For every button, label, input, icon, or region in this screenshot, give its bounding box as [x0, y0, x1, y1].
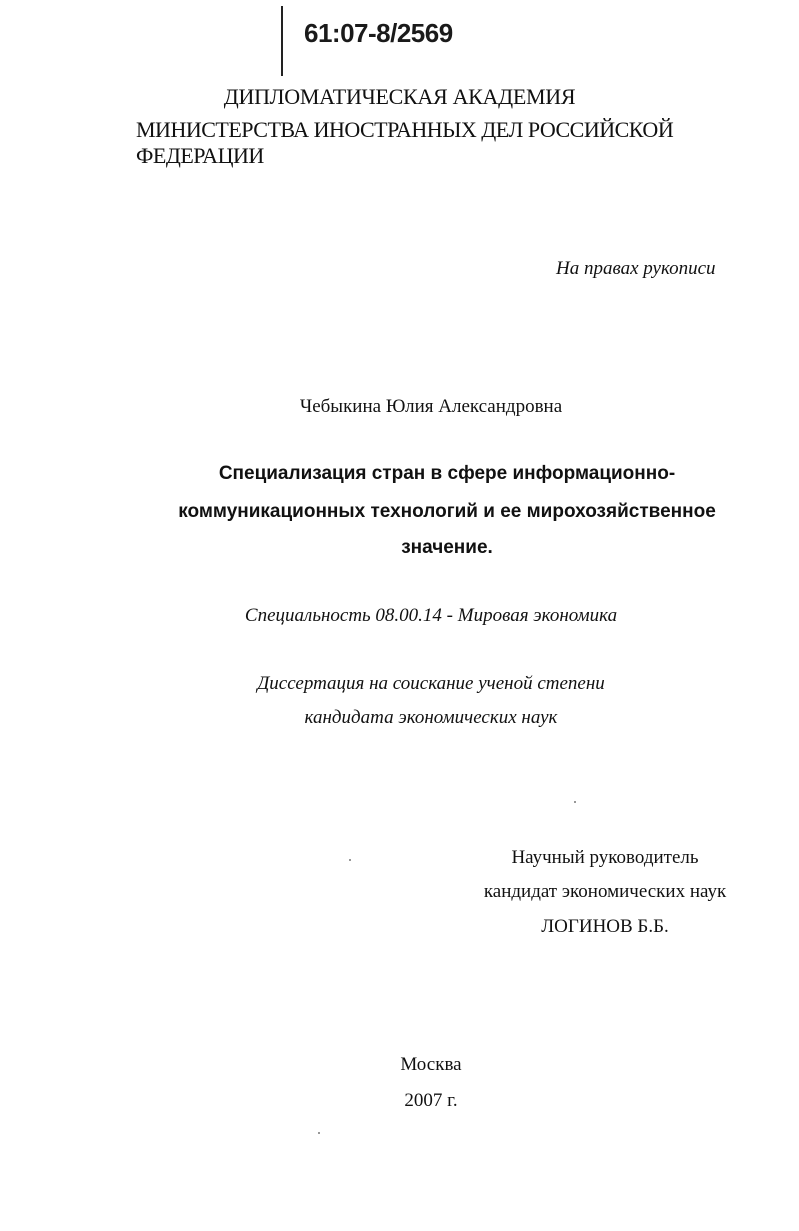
academy-name: ДИПЛОМАТИЧЕСКАЯ АКАДЕМИЯ	[223, 84, 576, 109]
thesis-title-line-2: коммуникационных технологий и ее мирохозяйственное	[178, 501, 716, 522]
specialty-line: Специальность 08.00.14 - Мировая экономика	[244, 605, 618, 626]
author-name: Чебыкина Юлия Александровна	[299, 396, 563, 417]
scan-speck	[318, 1132, 320, 1134]
supervisor-degree: кандидат экономических наук	[483, 881, 727, 902]
scan-speck	[349, 859, 351, 861]
supervisor-name: ЛОГИНОВ Б.Б.	[541, 916, 669, 937]
supervisor-role: Научный руководитель	[511, 847, 699, 868]
dissertation-degree-line-1: Диссертация на соискание ученой степени	[257, 673, 605, 694]
stamp-divider-line	[281, 6, 283, 76]
scan-speck	[574, 801, 576, 803]
thesis-title-line-3: значение.	[401, 537, 493, 558]
publication-year: 2007 г.	[404, 1090, 458, 1111]
dissertation-degree-line-2: кандидата экономических наук	[304, 707, 558, 728]
publication-city: Москва	[400, 1054, 462, 1075]
archive-stamp-number: 61:07-8/2569	[304, 18, 453, 48]
ministry-name: МИНИСТЕРСТВА ИНОСТРАННЫХ ДЕЛ РОССИЙСКОЙ ФЕДЕРАЦИИ	[136, 117, 674, 168]
thesis-title-line-1: Специализация стран в сфере информационно-	[218, 463, 676, 484]
manuscript-rights-note: На правах рукописи	[556, 258, 716, 279]
